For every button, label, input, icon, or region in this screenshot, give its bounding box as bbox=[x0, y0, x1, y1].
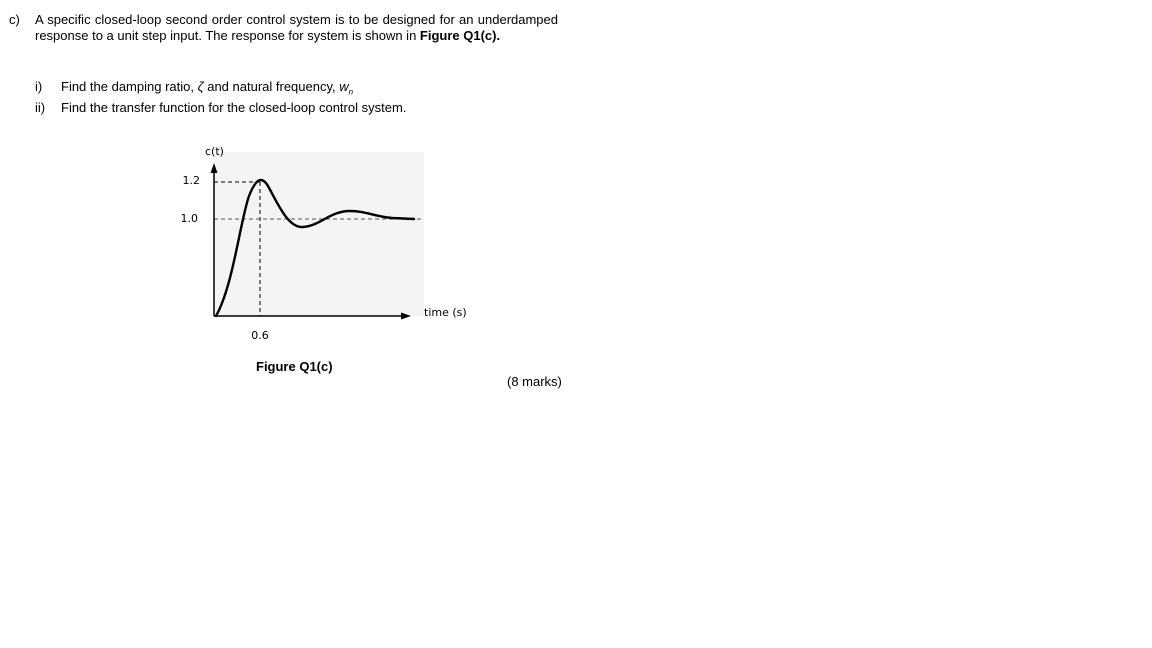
question-label: c) bbox=[9, 12, 20, 27]
part-ii-text: Find the transfer function for the closed-loop control system. bbox=[61, 100, 407, 115]
y-tick-final: 1.0 bbox=[180, 212, 198, 225]
figure-reference: Figure Q1(c). bbox=[419, 28, 501, 43]
part-i-text: Find the damping ratio, ζ and natural frequency, $w_n$ bbox=[61, 79, 354, 97]
figure-caption: Figure Q1(c) bbox=[256, 359, 333, 374]
marks-label: (8 marks) bbox=[507, 374, 562, 389]
question-text: A specific closed-loop second order control system is to be designed for an underdamped response to a unit step input. The response for system is shown in Figure Q1(c). bbox=[35, 12, 558, 43]
x-axis-label: time (s) bbox=[424, 306, 467, 319]
part-i-label: i) bbox=[35, 79, 43, 94]
part-ii-label: ii) bbox=[35, 100, 46, 115]
y-tick-peak: 1.2 bbox=[182, 174, 200, 187]
plot-background bbox=[214, 152, 424, 316]
y-axis-label: c(t) bbox=[205, 145, 224, 158]
x-tick-peak-time: 0.6 bbox=[251, 329, 269, 342]
